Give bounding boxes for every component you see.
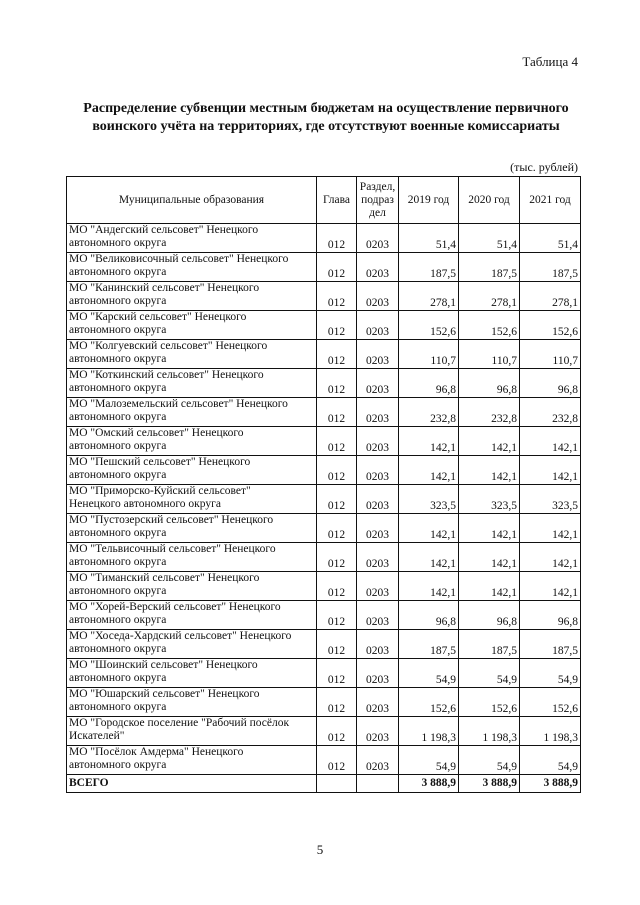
razdel-code: 0203 (357, 427, 399, 456)
value-2020: 142,1 (459, 514, 520, 543)
razdel-code: 0203 (357, 340, 399, 369)
value-2019: 142,1 (399, 572, 459, 601)
municipality-name: МО "Юшарский сельсовет" Ненецкого автономного округа (67, 688, 317, 717)
value-2020: 323,5 (459, 485, 520, 514)
municipality-name: МО "Хоседа-Хардский сельсовет" Ненецкого автономного округа (67, 630, 317, 659)
header-glava: Глава (317, 177, 357, 224)
total-2021: 3 888,9 (520, 775, 581, 793)
municipality-name: МО "Омский сельсовет" Ненецкого автономного округа (67, 427, 317, 456)
razdel-code: 0203 (357, 369, 399, 398)
value-2019: 142,1 (399, 427, 459, 456)
value-2021: 51,4 (520, 224, 581, 253)
value-2019: 232,8 (399, 398, 459, 427)
value-2019: 96,8 (399, 369, 459, 398)
total-2019: 3 888,9 (399, 775, 459, 793)
razdel-code: 0203 (357, 485, 399, 514)
table-row (67, 224, 581, 253)
razdel-code: 0203 (357, 253, 399, 282)
value-2019: 152,6 (399, 688, 459, 717)
value-2019: 51,4 (399, 224, 459, 253)
razdel-code: 0203 (357, 514, 399, 543)
razdel-code: 0203 (357, 717, 399, 746)
municipality-name: МО "Городское поселение "Рабочий посёлок Искателей" (67, 717, 317, 746)
value-2019: 142,1 (399, 456, 459, 485)
municipality-name: МО "Шоинский сельсовет" Ненецкого автономного округа (67, 659, 317, 688)
value-2020: 96,8 (459, 601, 520, 630)
municipality-name: МО "Хорей-Верский сельсовет" Ненецкого автономного округа (67, 601, 317, 630)
glava-code: 012 (317, 311, 357, 340)
value-2021: 1 198,3 (520, 717, 581, 746)
document-title (70, 100, 582, 136)
value-2021: 323,5 (520, 485, 581, 514)
table-row (67, 543, 581, 572)
glava-code: 012 (317, 688, 357, 717)
value-2020: 187,5 (459, 253, 520, 282)
razdel-code: 0203 (357, 543, 399, 572)
table-row (67, 282, 581, 311)
units-label: (тыс. рублей) (510, 160, 578, 174)
value-2020: 142,1 (459, 543, 520, 572)
table-row (67, 340, 581, 369)
razdel-code: 0203 (357, 311, 399, 340)
municipality-name: МО "Пустозерский сельсовет" Ненецкого автономного округа (67, 514, 317, 543)
municipality-name: МО "Андегский сельсовет" Ненецкого автономного округа (67, 224, 317, 253)
value-2021: 278,1 (520, 282, 581, 311)
value-2019: 187,5 (399, 253, 459, 282)
value-2019: 142,1 (399, 514, 459, 543)
table-header-row (67, 177, 581, 224)
value-2020: 232,8 (459, 398, 520, 427)
table-row (67, 427, 581, 456)
value-2021: 54,9 (520, 746, 581, 775)
value-2019: 323,5 (399, 485, 459, 514)
glava-code: 012 (317, 630, 357, 659)
glava-code: 012 (317, 282, 357, 311)
municipality-name: МО "Колгуевский сельсовет" Ненецкого автономного округа (67, 340, 317, 369)
municipality-name: МО "Малоземельский сельсовет" Ненецкого автономного округа (67, 398, 317, 427)
header-municipalities: Муниципальные образования (67, 177, 317, 224)
header-2020: 2020 год (459, 177, 520, 224)
value-2019: 187,5 (399, 630, 459, 659)
value-2019: 96,8 (399, 601, 459, 630)
header-2019: 2019 год (399, 177, 459, 224)
table-row (67, 369, 581, 398)
municipality-name: МО "Коткинский сельсовет" Ненецкого автономного округа (67, 369, 317, 398)
razdel-code: 0203 (357, 601, 399, 630)
header-2021: 2021 год (520, 177, 581, 224)
municipality-name: МО "Тиманский сельсовет" Ненецкого автономного округа (67, 572, 317, 601)
glava-code: 012 (317, 456, 357, 485)
value-2020: 152,6 (459, 688, 520, 717)
glava-code: 012 (317, 398, 357, 427)
glava-code: 012 (317, 340, 357, 369)
value-2021: 232,8 (520, 398, 581, 427)
glava-code: 012 (317, 543, 357, 572)
value-2021: 110,7 (520, 340, 581, 369)
value-2020: 54,9 (459, 746, 520, 775)
municipality-name: МО "Пешский сельсовет" Ненецкого автономного округа (67, 456, 317, 485)
razdel-code: 0203 (357, 456, 399, 485)
municipality-name: МО "Великовисочный сельсовет" Ненецкого автономного округа (67, 253, 317, 282)
value-2021: 142,1 (520, 572, 581, 601)
total-2020: 3 888,9 (459, 775, 520, 793)
municipality-name: МО "Канинский сельсовет" Ненецкого автономного округа (67, 282, 317, 311)
value-2021: 142,1 (520, 427, 581, 456)
total-row (67, 775, 581, 793)
razdel-code: 0203 (357, 282, 399, 311)
value-2021: 152,6 (520, 688, 581, 717)
value-2020: 278,1 (459, 282, 520, 311)
glava-code: 012 (317, 514, 357, 543)
glava-code: 012 (317, 485, 357, 514)
table-row (67, 630, 581, 659)
value-2021: 142,1 (520, 543, 581, 572)
title-line-2: воинского учёта на территориях, где отсутствуют военные комиссариаты (92, 119, 560, 134)
value-2021: 54,9 (520, 659, 581, 688)
razdel-code: 0203 (357, 398, 399, 427)
razdel-code: 0203 (357, 659, 399, 688)
table-row (67, 253, 581, 282)
value-2021: 187,5 (520, 253, 581, 282)
value-2021: 96,8 (520, 369, 581, 398)
razdel-code: 0203 (357, 224, 399, 253)
razdel-code: 0203 (357, 572, 399, 601)
table-row (67, 746, 581, 775)
value-2020: 142,1 (459, 572, 520, 601)
title-line-1: Распределение субвенции местным бюджетам на осуществление первичного (83, 101, 569, 116)
value-2019: 152,6 (399, 311, 459, 340)
table-row (67, 688, 581, 717)
header-razdel: Раздел, подраз дел (357, 177, 399, 224)
razdel-code: 0203 (357, 688, 399, 717)
value-2019: 110,7 (399, 340, 459, 369)
value-2019: 54,9 (399, 746, 459, 775)
value-2020: 152,6 (459, 311, 520, 340)
glava-code: 012 (317, 224, 357, 253)
value-2020: 54,9 (459, 659, 520, 688)
value-2020: 51,4 (459, 224, 520, 253)
table-label: Таблица 4 (522, 54, 578, 69)
value-2021: 187,5 (520, 630, 581, 659)
table-row (67, 601, 581, 630)
table-row (67, 659, 581, 688)
table-row (67, 456, 581, 485)
value-2021: 152,6 (520, 311, 581, 340)
subvention-table (66, 176, 581, 793)
table-row (67, 572, 581, 601)
municipality-name: МО "Карский сельсовет" Ненецкого автономного округа (67, 311, 317, 340)
municipality-name: МО "Посёлок Амдерма" Ненецкого автономного округа (67, 746, 317, 775)
glava-code: 012 (317, 572, 357, 601)
glava-code: 012 (317, 659, 357, 688)
value-2020: 110,7 (459, 340, 520, 369)
razdel-code: 0203 (357, 630, 399, 659)
total-label: ВСЕГО (67, 775, 317, 793)
razdel-code: 0203 (357, 746, 399, 775)
municipality-name: МО "Приморско-Куйский сельсовет" Ненецкого автономного округа (67, 485, 317, 514)
value-2020: 142,1 (459, 456, 520, 485)
value-2019: 142,1 (399, 543, 459, 572)
glava-code: 012 (317, 253, 357, 282)
glava-code: 012 (317, 369, 357, 398)
value-2019: 278,1 (399, 282, 459, 311)
table-row (67, 717, 581, 746)
value-2021: 96,8 (520, 601, 581, 630)
glava-code: 012 (317, 427, 357, 456)
table-row (67, 398, 581, 427)
value-2019: 1 198,3 (399, 717, 459, 746)
value-2019: 54,9 (399, 659, 459, 688)
glava-code: 012 (317, 601, 357, 630)
municipality-name: МО "Тельвисочный сельсовет" Ненецкого автономного округа (67, 543, 317, 572)
page-number: 5 (316, 842, 324, 857)
glava-code: 012 (317, 717, 357, 746)
value-2021: 142,1 (520, 514, 581, 543)
table-row (67, 485, 581, 514)
glava-code: 012 (317, 746, 357, 775)
table-row (67, 514, 581, 543)
value-2020: 96,8 (459, 369, 520, 398)
value-2020: 142,1 (459, 427, 520, 456)
table-row (67, 311, 581, 340)
value-2020: 187,5 (459, 630, 520, 659)
value-2021: 142,1 (520, 456, 581, 485)
value-2020: 1 198,3 (459, 717, 520, 746)
